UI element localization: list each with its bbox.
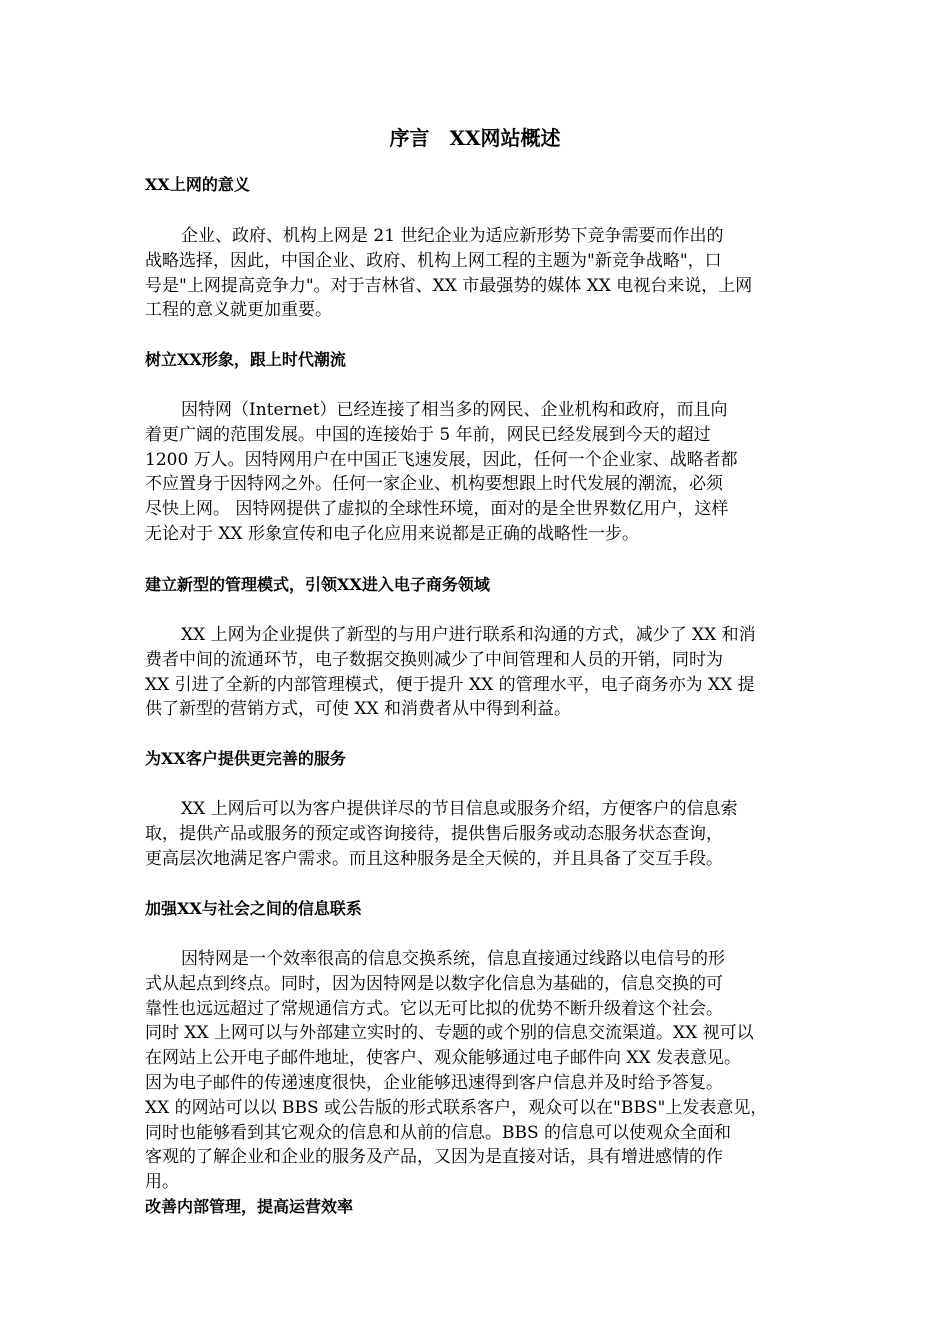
paragraph-line: 同时 XX 上网可以与外部建立实时的、专题的或个别的信息交流渠道。XX 视可以 [145, 1023, 754, 1044]
paragraph-line: 尽快上网。 因特网提供了虚拟的全球性环境，面对的是全世界数亿用户，这样 [145, 499, 729, 520]
paragraph-line: 费者中间的流通环节，电子数据交换则减少了中间管理和人员的开销，同时为 [145, 649, 723, 670]
section-paragraph-image-trend [145, 398, 805, 547]
paragraph-line: XX 上网后可以为客户提供详尽的节目信息或服务介绍，方便客户的信息索 [181, 799, 738, 819]
paragraph-line: XX 上网为企业提供了新型的与用户进行联系和沟通的方式，减少了 XX 和消 [181, 625, 756, 645]
paragraph-line: 因为电子邮件的传递速度很快，企业能够迅速得到客户信息并及时给予答复。 [145, 1072, 723, 1093]
paragraph-line: 1200 万人。因特网用户在中国正飞速发展，因此，任何一个企业家、战略者都 [145, 449, 738, 470]
paragraph-line: 供了新型的营销方式，可使 XX 和消费者从中得到利益。 [145, 699, 572, 720]
page-title: 序言 XX网站概述 [389, 126, 561, 150]
paragraph-line: 因特网是一个效率很高的信息交换系统，信息直接通过线路以电信号的形 [181, 949, 725, 969]
paragraph-line: 同时也能够看到其它观众的信息和从前的信息。BBS 的信息可以使观众全面和 [145, 1122, 732, 1143]
paragraph-line: 无论对于 XX 形象宣传和电子化应用来说都是正确的战略性一步。 [145, 523, 640, 544]
paragraph-line: 用。 [145, 1172, 179, 1193]
section-heading-internet-meaning: XX上网的意义 [145, 175, 250, 194]
paragraph-line: XX 的网站可以以 BBS 或公告版的形式联系客户，观众可以在"BBS"上发表意见， [145, 1097, 768, 1118]
section-heading-social-info: 加强XX与社会之间的信息联系 [145, 899, 362, 918]
paragraph-line: 因特网（Internet）已经连接了相当多的网民、企业机构和政府，而且向 [181, 400, 728, 420]
paragraph-line: 号是"上网提高竞争力"。对于吉林省、XX 市最强势的媒体 XX 电视台来说，上网 [145, 275, 753, 296]
section-paragraph-social-info [145, 947, 805, 1195]
section-heading-customer-service: 为XX客户提供更完善的服务 [145, 749, 346, 768]
paragraph-line: 靠性也远远超过了常规通信方式。它以无可比拟的优势不断升级着这个社会。 [145, 998, 723, 1019]
paragraph-line: 战略选择，因此，中国企业、政府、机构上网工程的主题为"新竞争战略"，口 [145, 250, 722, 271]
paragraph-line: 着更广阔的范围发展。中国的连接始于 5 年前，网民已经发展到今天的超过 [145, 424, 711, 445]
paragraph-line: 客观的了解企业和企业的服务及产品，又因为是直接对话，具有增进感情的作 [145, 1147, 723, 1168]
section-heading-image-trend: 树立XX形象，跟上时代潮流 [145, 350, 346, 369]
paragraph-line: XX 引进了全新的内部管理模式，便于提升 XX 的管理水平，电子商务亦为 XX 提 [145, 674, 755, 695]
paragraph-line: 企业、政府、机构上网是 21 世纪企业为适应新形势下竞争需要而作出的 [181, 226, 724, 246]
paragraph-line: 更高层次地满足客户需求。而且这种服务是全天候的，并且具备了交互手段。 [145, 848, 723, 869]
paragraph-line: 式从起点到终点。同时，因为因特网是以数字化信息为基础的，信息交换的可 [145, 973, 723, 994]
paragraph-line: 取，提供产品或服务的预定或咨询接待，提供售后服务或动态服务状态查询， [145, 823, 723, 844]
paragraph-line: 在网站上公开电子邮件地址，使客户、观众能够通过电子邮件向 XX 发表意见。 [145, 1048, 742, 1069]
section-paragraph-customer-service [145, 797, 805, 871]
section-heading-internal-management: 改善内部管理，提高运营效率 [145, 1197, 354, 1216]
section-heading-management-ecommerce: 建立新型的管理模式，引领XX进入电子商务领域 [145, 575, 490, 594]
paragraph-line: 工程的意义就更加重要。 [145, 300, 332, 321]
paragraph-line: 不应置身于因特网之外。任何一家企业、机构要想跟上时代发展的潮流，必须 [145, 474, 723, 495]
section-paragraph-management-ecommerce [145, 623, 805, 722]
section-paragraph-internet-meaning [145, 224, 805, 323]
